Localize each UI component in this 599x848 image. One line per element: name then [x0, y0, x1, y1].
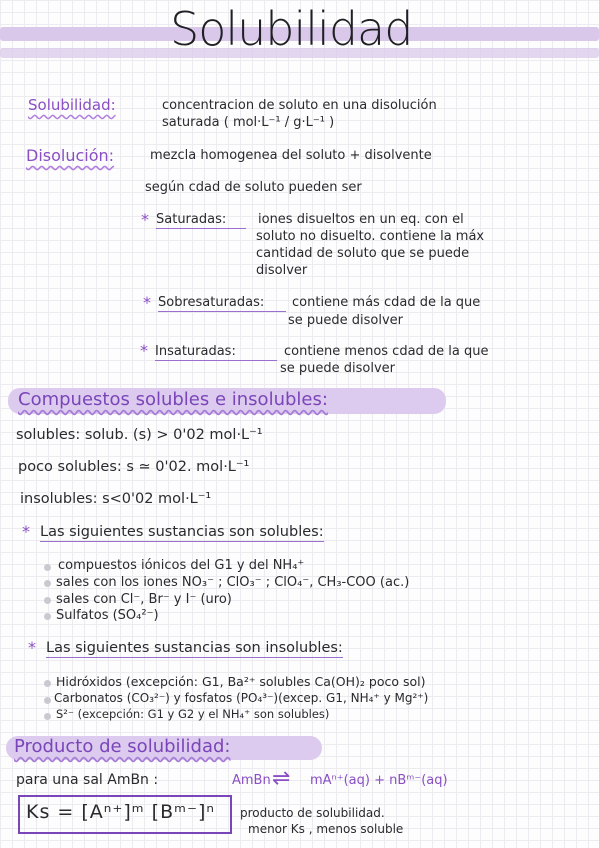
- star-icon: *: [28, 638, 36, 657]
- type-sobresaturadas-line2: se puede disolver: [288, 313, 404, 328]
- page-title: Solubilidad: [170, 2, 413, 56]
- type-saturadas-line2: soluto no disuelto. contiene la máx: [256, 229, 485, 244]
- type-sobresaturadas-line1: contiene más cdad de la que: [292, 295, 481, 310]
- section-producto-heading: Producto de solubilidad:: [14, 736, 231, 757]
- ksp-formula: Ks = [Aⁿ⁺]ᵐ [Bᵐ⁻]ⁿ: [26, 801, 215, 823]
- solubilidad-def-line2: saturada ( mol·L⁻¹ / g·L⁻¹ ): [162, 115, 335, 130]
- insolubles-heading: Las siguientes sustancias son insolubles:: [46, 640, 343, 656]
- type-insaturadas-term: Insaturadas:: [155, 344, 277, 361]
- insolubles-item: Carbonatos (CO₃²⁻) y fosfatos (PO₄³⁻)(excep. G1, NH₄⁺ y Mg²⁺): [54, 691, 429, 705]
- equation-products: mAⁿ⁺(aq) + nBᵐ⁻(aq): [310, 773, 448, 788]
- bullet-dot: [44, 564, 51, 571]
- star-icon: *: [22, 522, 30, 541]
- bullet-dot: [44, 597, 51, 604]
- bullet-dot: [44, 680, 51, 687]
- star-icon: *: [143, 293, 151, 312]
- solubility-row-solubles: solubles: solub. (s) > 0'02 mol·L⁻¹: [16, 427, 263, 443]
- type-saturadas-line3: cantidad de soluto que se puede: [256, 246, 470, 261]
- ksp-note-line2: menor Ks , menos soluble: [248, 822, 404, 836]
- type-sobresaturadas-term: Sobresaturadas:: [158, 295, 286, 312]
- term-solubilidad: Solubilidad:: [28, 96, 116, 114]
- equation-reactant: AmBn: [232, 773, 271, 788]
- type-insaturadas-line1: contiene menos cdad de la que: [284, 344, 489, 359]
- disolucion-def-line2: según cdad de soluto pueden ser: [145, 180, 362, 195]
- solubility-row-poco-solubles: poco solubles: s ≃ 0'02. mol·L⁻¹: [18, 459, 250, 475]
- solubles-heading: Las siguientes sustancias son solubles:: [40, 524, 324, 540]
- bullet-dot: [44, 713, 51, 720]
- term-disolucion: Disolución:: [26, 146, 115, 165]
- insolubles-item: S²⁻ (excepción: G1 y G2 y el NH₄⁺ son solubles): [56, 707, 330, 721]
- section-compuestos-heading: Compuestos solubles e insolubles:: [18, 389, 328, 410]
- solubles-item: sales con Cl⁻, Br⁻ y I⁻ (uro): [56, 592, 232, 607]
- type-saturadas-line4: disolver: [256, 263, 308, 278]
- equation-lead: para una sal AmBn :: [16, 772, 159, 788]
- type-saturadas-term: Saturadas:: [156, 212, 246, 229]
- solubles-item: Sulfatos (SO₄²⁻): [56, 608, 159, 623]
- star-icon: *: [140, 341, 148, 360]
- solubility-row-insolubles: insolubles: s<0'02 mol·L⁻¹: [20, 491, 212, 507]
- solubilidad-def-line1: concentracion de soluto en una disolución: [162, 98, 437, 113]
- equilibrium-arrow-icon: ⇌: [272, 766, 291, 791]
- solubles-item: compuestos iónicos del G1 y del NH₄⁺: [58, 558, 305, 573]
- ksp-note-line1: producto de solubilidad.: [240, 806, 385, 820]
- type-insaturadas-line2: se puede disolver: [280, 361, 396, 376]
- bullet-dot: [44, 580, 51, 587]
- type-saturadas-line1: iones disueltos en un eq. con el: [258, 212, 464, 227]
- bullet-dot: [44, 697, 51, 704]
- star-icon: *: [141, 210, 149, 229]
- insolubles-item: Hidróxidos (excepción: G1, Ba²⁺ solubles Ca(OH)₂ poco sol): [56, 674, 426, 689]
- disolucion-def-line1: mezcla homogenea del soluto + disolvente: [150, 148, 432, 163]
- bullet-dot: [44, 613, 51, 620]
- solubles-item: sales con los iones NO₃⁻ ; ClO₃⁻ ; ClO₄⁻, CH₃-COO (ac.): [56, 575, 410, 590]
